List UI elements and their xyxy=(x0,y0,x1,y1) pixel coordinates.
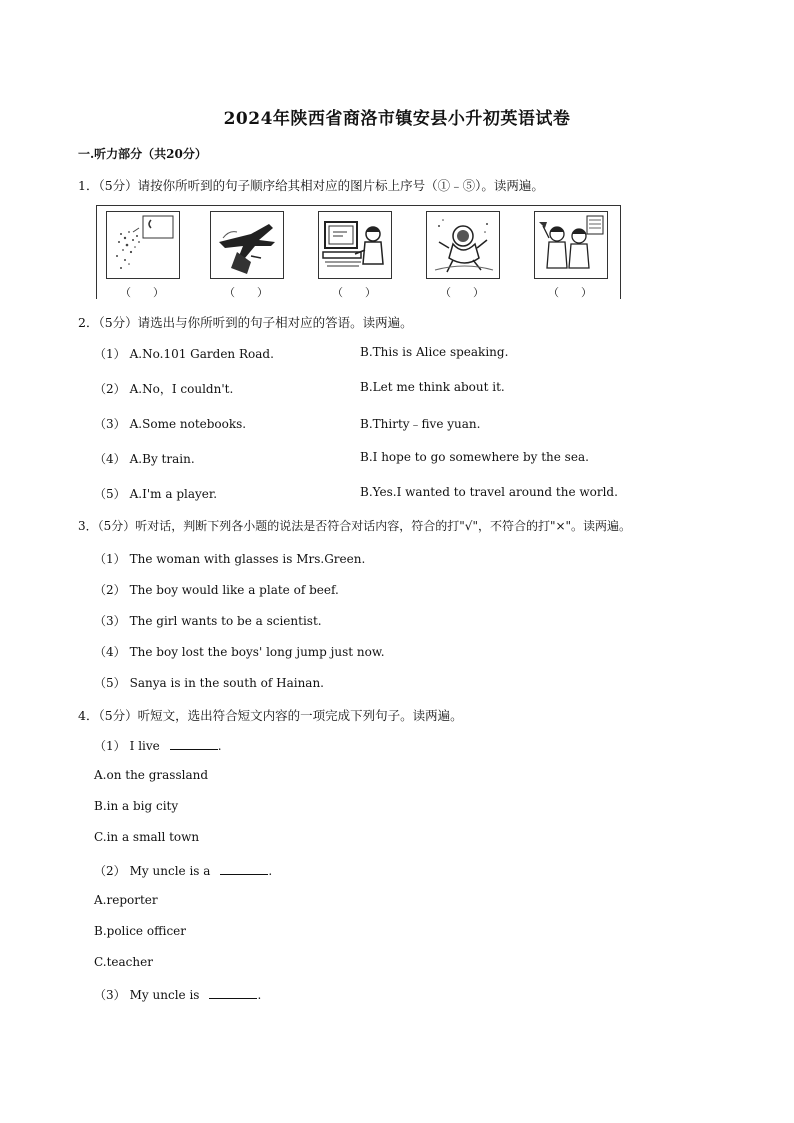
q4-sub-3: （3） My uncle is . xyxy=(94,988,262,1002)
q3-item-3: （3） The girl wants to be a scientist. xyxy=(94,614,322,628)
question-3-stem: 3．（5分）听对话，判断下列各小题的说法是否符合对话内容，符合的打"√"，不符合的打"×"。读两遍。 xyxy=(78,519,632,533)
answer-blank[interactable] xyxy=(220,863,268,875)
q2-item-4: （4） A.By train. xyxy=(94,452,195,466)
astronaut-icon xyxy=(426,211,500,279)
q2-option-a[interactable]: A.I'm a player. xyxy=(129,487,218,501)
q3-item-1: （1） The woman with glasses is Mrs.Green. xyxy=(94,552,366,566)
q3-item-4: （4） The boy lost the boys' long jump just now. xyxy=(94,645,385,659)
q2-option-a[interactable]: A.No，I couldn't. xyxy=(129,382,234,396)
answer-paren-5[interactable]: （ ） xyxy=(548,286,592,299)
q4-sub2-option-a[interactable]: A.reporter xyxy=(94,893,158,907)
q2-option-b[interactable]: B.Let me think about it. xyxy=(360,380,505,394)
answer-paren-4[interactable]: （ ） xyxy=(440,286,484,299)
q4-sub1-option-b[interactable]: B.in a big city xyxy=(94,799,179,813)
q2-option-a[interactable]: A.No.101 Garden Road. xyxy=(129,347,274,361)
picture-strip xyxy=(96,205,621,299)
q2-item-2: （2） A.No，I couldn't. xyxy=(94,382,234,396)
airplane-icon xyxy=(210,211,284,279)
q2-option-b[interactable]: B.Yes.I wanted to travel around the world. xyxy=(360,485,618,499)
q4-sub-2: （2） My uncle is a . xyxy=(94,864,273,878)
q2-item-1: （1） A.No.101 Garden Road. xyxy=(94,347,274,361)
question-1-stem: 1．（5分）请按你所听到的句子顺序给其相对应的图片标上序号（①﹣⑤）。读两遍。 xyxy=(78,178,544,193)
q3-item-2: （2） The boy would like a plate of beef. xyxy=(94,583,339,597)
answer-paren-2[interactable]: （ ） xyxy=(224,286,268,299)
q2-option-b[interactable]: B.This is Alice speaking. xyxy=(360,345,509,359)
question-4-stem: 4．（5分）听短文，选出符合短文内容的一项完成下列句子。读两遍。 xyxy=(78,708,463,723)
answer-blank[interactable] xyxy=(170,738,218,750)
question-2-stem: 2．（5分）请选出与你所听到的句子相对应的答语。读两遍。 xyxy=(78,315,413,330)
q2-option-b[interactable]: B.Thirty﹣five yuan. xyxy=(360,417,481,431)
q4-sub2-option-b[interactable]: B.police officer xyxy=(94,924,186,938)
computer-boy-icon xyxy=(318,211,392,279)
students-icon xyxy=(534,211,608,279)
answer-blank[interactable] xyxy=(209,987,257,999)
q4-sub1-option-a[interactable]: A.on the grassland xyxy=(94,768,209,782)
q3-item-5: （5） Sanya is in the south of Hainan. xyxy=(94,676,324,690)
section-heading: 一.听力部分（共20分） xyxy=(78,147,207,161)
q2-item-3: （3） A.Some notebooks. xyxy=(94,417,247,431)
q4-sub2-option-c[interactable]: C.teacher xyxy=(94,955,153,969)
q2-option-a[interactable]: A.By train. xyxy=(129,452,195,466)
answer-paren-3[interactable]: （ ） xyxy=(332,286,376,299)
q2-item-5: （5） A.I'm a player. xyxy=(94,487,218,501)
answer-paren-1[interactable]: （ ） xyxy=(120,286,164,299)
q2-option-b[interactable]: B.I hope to go somewhere by the sea. xyxy=(360,450,589,464)
q4-sub-1: （1） I live . xyxy=(94,739,222,753)
q2-option-a[interactable]: A.Some notebooks. xyxy=(129,417,247,431)
page-title: 2024年陕西省商洛市镇安县小升初英语试卷 xyxy=(223,109,571,129)
q4-sub1-option-c[interactable]: C.in a small town xyxy=(94,830,200,844)
shopping-scene-icon xyxy=(106,211,180,279)
